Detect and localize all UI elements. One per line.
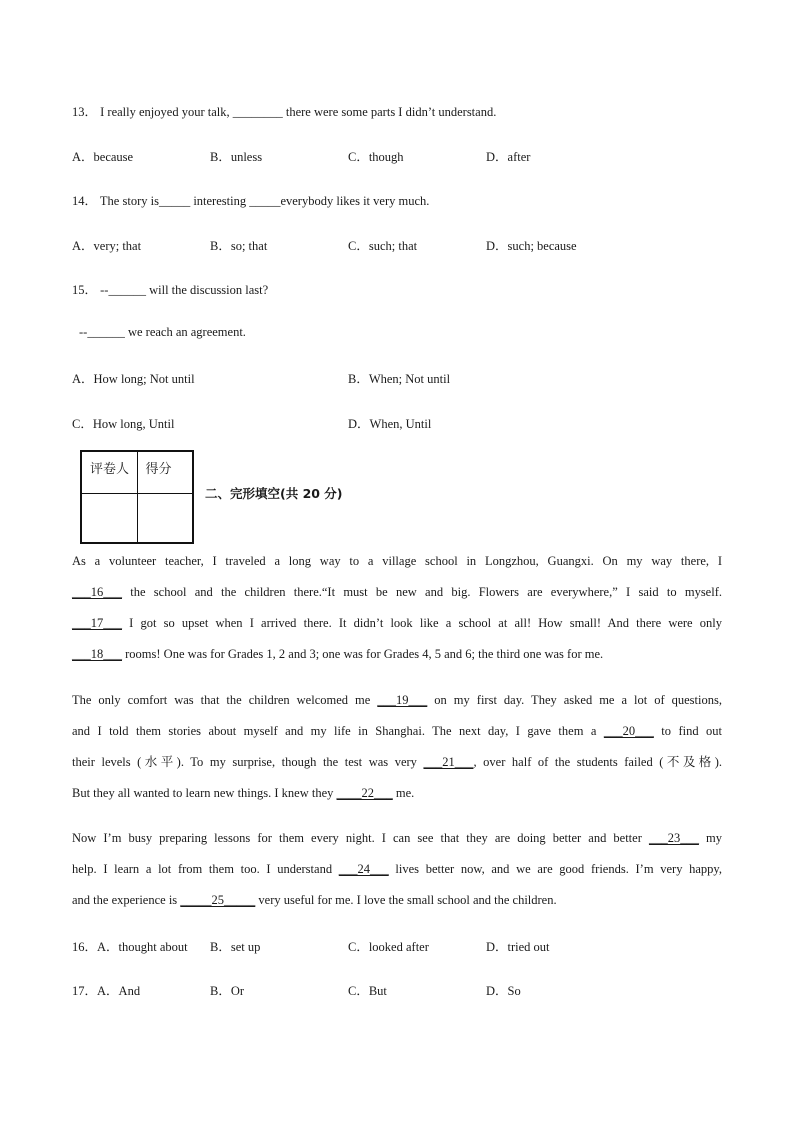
option-13-d[interactable]: D．after bbox=[486, 150, 531, 164]
passage-line: help. I learn a lot from them too. I understand ___24___ lives better now, and we are good friends. I’m very happy, bbox=[72, 862, 722, 876]
passage-line: Now I’m busy preparing lessons for them every night. I can see that they are doing better and better ___23___ my bbox=[72, 831, 722, 845]
score-label: 得分 bbox=[137, 451, 193, 493]
blank-16[interactable]: ___16___ bbox=[72, 585, 122, 599]
answer-16-option-a[interactable]: 16．A．thought about bbox=[72, 940, 188, 954]
blank-18[interactable]: ___18___ bbox=[72, 647, 122, 661]
reviewer-cell[interactable] bbox=[81, 493, 137, 543]
blank-22[interactable]: ____22___ bbox=[336, 786, 393, 800]
blank-25[interactable]: _____25_____ bbox=[180, 893, 256, 907]
blank-17[interactable]: ___17___ bbox=[72, 616, 122, 630]
passage-paragraph-3 bbox=[72, 823, 722, 916]
answer-17-option-d[interactable]: D．So bbox=[486, 984, 521, 998]
passage-line: ___16___ the school and the children there.“It must be new and big. Flowers are everywhere,” I said to myself. bbox=[72, 585, 722, 599]
passage-line: their levels (水平). To my surprise, though the test was very ___21___, over half of the students failed (不及格). bbox=[72, 755, 722, 769]
answer-17-option-a[interactable]: 17．A．And bbox=[72, 984, 141, 998]
answer-16-option-c[interactable]: C．looked after bbox=[348, 940, 429, 954]
option-14-d[interactable]: D．such; because bbox=[486, 239, 577, 253]
section-title: 二、完形填空(共 20 分) bbox=[205, 486, 343, 501]
option-14-a[interactable]: A．very; that bbox=[72, 239, 142, 253]
passage-line: and I told them stories about myself and my life in Shanghai. The next day, I gave them a ___20___ to find out bbox=[72, 724, 722, 738]
question-15 bbox=[72, 280, 268, 298]
question-14 bbox=[72, 191, 429, 209]
grade-box bbox=[80, 450, 194, 544]
passage-line: The only comfort was that the children welcomed me ___19___ on my first day. They asked me a lot of questions, bbox=[72, 693, 722, 707]
answer-number: 17． bbox=[72, 984, 98, 998]
option-15-b[interactable]: B．When; Not until bbox=[348, 372, 451, 386]
blank-19[interactable]: ___19___ bbox=[377, 693, 428, 707]
option-15-c[interactable]: C．How long, Until bbox=[72, 417, 175, 431]
option-15-d[interactable]: D．When, Until bbox=[348, 417, 432, 431]
blank-20[interactable]: ___20___ bbox=[603, 724, 654, 738]
score-cell[interactable] bbox=[137, 493, 193, 543]
option-13-c[interactable]: C．though bbox=[348, 150, 404, 164]
question-number: 13． bbox=[72, 105, 98, 119]
answer-16-option-b[interactable]: B．set up bbox=[210, 940, 261, 954]
blank-24[interactable]: ___24___ bbox=[338, 862, 389, 876]
reviewer-label: 评卷人 bbox=[81, 451, 137, 493]
passage-line: As a volunteer teacher, I traveled a long way to a village school in Longzhou, Guangxi. On my way there, I bbox=[72, 554, 722, 568]
answer-16-option-d[interactable]: D．tried out bbox=[486, 940, 550, 954]
option-14-b[interactable]: B．so; that bbox=[210, 239, 268, 253]
question-number: 15． bbox=[72, 283, 98, 297]
passage-paragraph-1 bbox=[72, 546, 722, 670]
passage-line: ___18___ rooms! One was for Grades 1, 2 and 3; one was for Grades 4, 5 and 6; the third one was for me. bbox=[72, 647, 604, 661]
answer-17-option-b[interactable]: B．Or bbox=[210, 984, 245, 998]
passage-line: and the experience is _____25_____ very useful for me. I love the small school and the children. bbox=[72, 893, 557, 907]
option-15-a[interactable]: A．How long; Not until bbox=[72, 372, 195, 386]
question-stem: --______ will the discussion last? bbox=[100, 283, 269, 297]
question-15-reply: --______ we reach an agreement. bbox=[79, 325, 246, 339]
passage-line: But they all wanted to learn new things. I knew they ____22___ me. bbox=[72, 786, 415, 800]
option-14-c[interactable]: C．such; that bbox=[348, 239, 418, 253]
answer-number: 16． bbox=[72, 940, 98, 954]
question-number: 14． bbox=[72, 194, 98, 208]
question-stem: The story is_____ interesting _____everybody likes it very much. bbox=[99, 194, 430, 208]
blank-21[interactable]: ___21___ bbox=[423, 755, 474, 769]
question-stem: I really enjoyed your talk, ________ there were some parts I didn’t understand. bbox=[100, 105, 497, 119]
answer-17-option-c[interactable]: C．But bbox=[348, 984, 387, 998]
question-13 bbox=[72, 102, 496, 120]
passage-paragraph-2 bbox=[72, 685, 722, 809]
passage-line: ___17___ I got so upset when I arrived there. It didn’t look like a school at all! How small! And there were only bbox=[72, 616, 722, 630]
option-13-b[interactable]: B．unless bbox=[210, 150, 263, 164]
blank-23[interactable]: ___23___ bbox=[648, 831, 699, 845]
option-13-a[interactable]: A．because bbox=[72, 150, 134, 164]
